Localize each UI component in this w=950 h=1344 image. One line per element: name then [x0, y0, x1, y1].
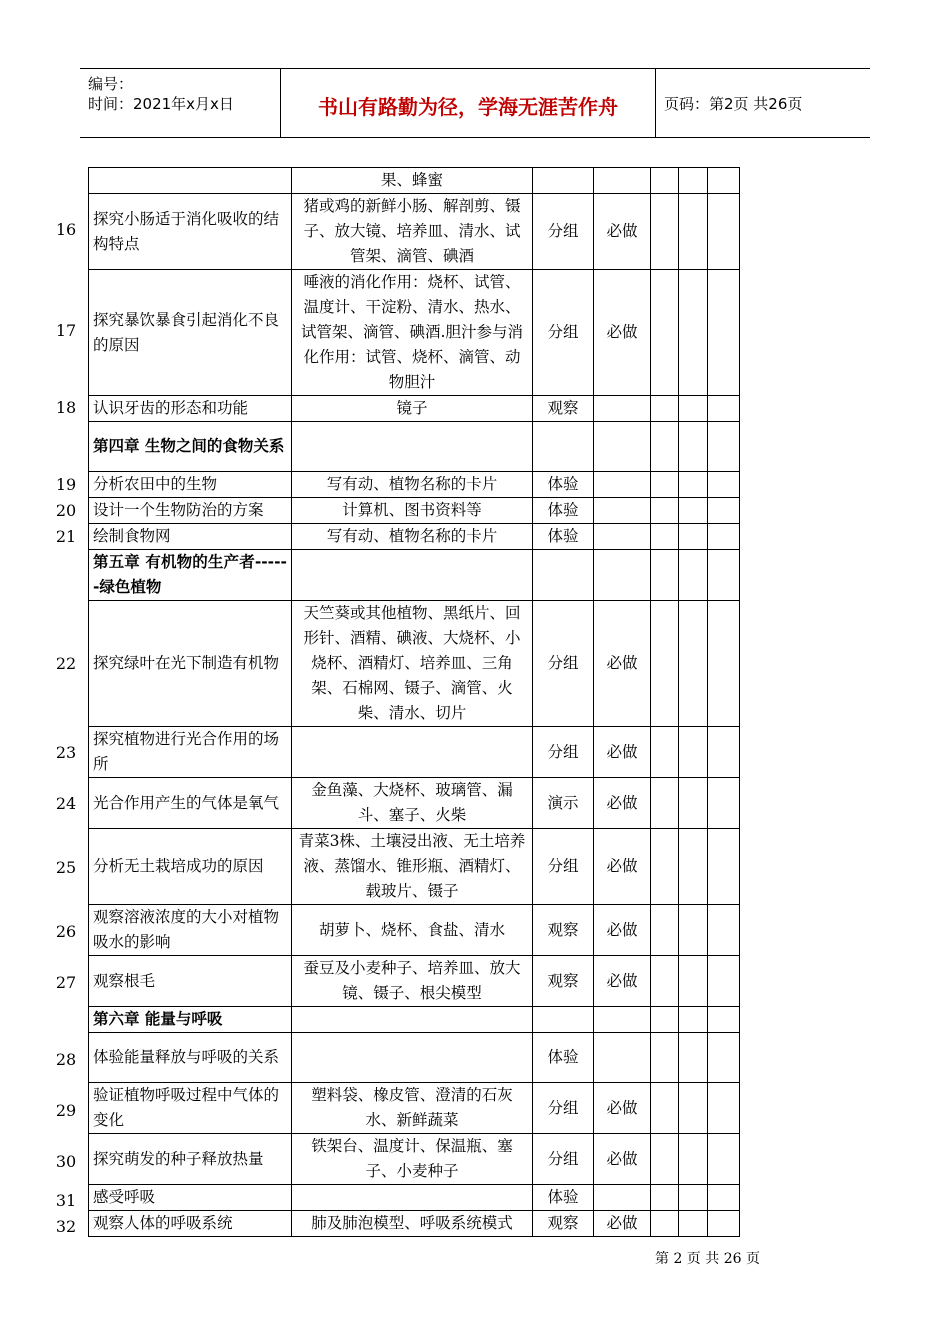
experiment-row: [89, 1185, 740, 1211]
requirement-cell: 必做: [594, 905, 651, 956]
blank-cell: [679, 498, 708, 524]
chapter-title-cell: 第六章 能量与呼吸: [89, 1007, 292, 1033]
page-header: [80, 68, 870, 138]
experiment-name-cell: 验证植物呼吸过程中气体的变化: [89, 1083, 292, 1134]
blank-cell: [708, 194, 740, 270]
experiment-type-cell: 分组: [533, 829, 594, 905]
blank-cell: [651, 1185, 679, 1211]
row-number: 32: [55, 1216, 77, 1236]
experiment-name-cell: 认识牙齿的形态和功能: [89, 396, 292, 422]
blank-cell: [679, 956, 708, 1007]
experiment-name-cell: 分析农田中的生物: [89, 472, 292, 498]
requirement-cell: 必做: [594, 829, 651, 905]
experiment-type-cell: 分组: [533, 270, 594, 396]
blank-cell: [651, 498, 679, 524]
experiment-type-cell: 观察: [533, 396, 594, 422]
materials-cell: 塑料袋、橡皮管、澄清的石灰水、新鲜蔬菜: [292, 1083, 533, 1134]
blank-cell: [708, 956, 740, 1007]
experiment-row: [89, 778, 740, 829]
experiment-type-cell: [533, 168, 594, 194]
experiment-type-cell: 分组: [533, 194, 594, 270]
requirement-cell: 必做: [594, 194, 651, 270]
requirement-cell: [594, 396, 651, 422]
requirement-cell: [594, 498, 651, 524]
materials-cell: 蚕豆及小麦种子、培养皿、放大镜、镊子、根尖模型: [292, 956, 533, 1007]
header-left-cell: [80, 69, 281, 137]
experiment-type-cell: 观察: [533, 1211, 594, 1237]
requirement-cell: [594, 550, 651, 601]
experiment-name-cell: 探究植物进行光合作用的场所: [89, 727, 292, 778]
requirement-cell: 必做: [594, 1211, 651, 1237]
blank-cell: [679, 396, 708, 422]
experiment-type-cell: 体验: [533, 498, 594, 524]
experiment-name-cell: 观察根毛: [89, 956, 292, 1007]
header-right-cell: [656, 69, 870, 137]
row-number: 20: [55, 500, 77, 520]
row-number: 21: [55, 526, 77, 546]
experiment-name-cell: 感受呼吸: [89, 1185, 292, 1211]
requirement-cell: [594, 472, 651, 498]
materials-cell: 写有动、植物名称的卡片: [292, 524, 533, 550]
experiment-name-cell: 设计一个生物防治的方案: [89, 498, 292, 524]
materials-cell: [292, 1185, 533, 1211]
blank-cell: [679, 168, 708, 194]
row-number: 27: [55, 973, 77, 992]
blank-cell: [651, 422, 679, 472]
blank-cell: [679, 422, 708, 472]
row-number: 22: [55, 654, 77, 673]
materials-cell: 青菜3株、土壤浸出液、无土培养液、蒸馏水、锥形瓶、酒精灯、载玻片、镊子: [292, 829, 533, 905]
materials-cell: [292, 550, 533, 601]
experiment-row: [89, 829, 740, 905]
blank-cell: [651, 1007, 679, 1033]
blank-cell: [651, 905, 679, 956]
blank-cell: [708, 422, 740, 472]
materials-cell: [292, 727, 533, 778]
requirement-cell: 必做: [594, 778, 651, 829]
row-number: 31: [55, 1190, 77, 1210]
row-number: 16: [55, 219, 77, 239]
requirement-cell: 必做: [594, 601, 651, 727]
header-center-cell: [281, 69, 656, 137]
requirement-cell: [594, 524, 651, 550]
blank-cell: [708, 550, 740, 601]
requirement-cell: 必做: [594, 1083, 651, 1134]
experiment-name-cell: 观察人体的呼吸系统: [89, 1211, 292, 1237]
experiment-row: [89, 1134, 740, 1185]
blank-cell: [708, 396, 740, 422]
chapter-row: [89, 1007, 740, 1033]
materials-cell: 果、蜂蜜: [292, 168, 533, 194]
requirement-cell: [594, 422, 651, 472]
chapter-title-cell: 第五章 有机物的生产者------绿色植物: [89, 550, 292, 601]
document-code-label: 编号：: [88, 75, 134, 93]
experiment-type-cell: 观察: [533, 905, 594, 956]
blank-cell: [708, 270, 740, 396]
experiment-row: [89, 601, 740, 727]
requirement-cell: [594, 1185, 651, 1211]
row-number: 26: [55, 922, 77, 941]
blank-cell: [708, 778, 740, 829]
experiment-name-cell: 绘制食物网: [89, 524, 292, 550]
blank-cell: [708, 829, 740, 905]
page-footer: 第 2 页 共 26 页: [655, 1251, 760, 1267]
materials-cell: 计算机、图书资料等: [292, 498, 533, 524]
row-number: 30: [55, 1152, 77, 1171]
experiment-type-cell: 体验: [533, 1033, 594, 1083]
blank-cell: [679, 778, 708, 829]
header-page-number: 页码：第2页 共26页: [664, 95, 803, 113]
experiment-name-cell: [89, 168, 292, 194]
row-number: 28: [55, 1050, 77, 1069]
materials-cell: 镜子: [292, 396, 533, 422]
experiment-type-cell: [533, 550, 594, 601]
experiment-type-cell: [533, 1007, 594, 1033]
blank-cell: [679, 1211, 708, 1237]
experiment-type-cell: 分组: [533, 727, 594, 778]
experiment-name-cell: 体验能量释放与呼吸的关系: [89, 1033, 292, 1083]
materials-cell: 金鱼藻、大烧杯、玻璃管、漏斗、塞子、火柴: [292, 778, 533, 829]
experiment-table: [88, 167, 740, 1237]
blank-cell: [708, 1007, 740, 1033]
experiment-row: [89, 472, 740, 498]
blank-cell: [651, 727, 679, 778]
experiment-row: [89, 498, 740, 524]
experiment-name-cell: 光合作用产生的气体是氧气: [89, 778, 292, 829]
blank-cell: [651, 1033, 679, 1083]
row-number: 17: [55, 321, 77, 340]
blank-cell: [651, 194, 679, 270]
blank-cell: [679, 1134, 708, 1185]
blank-cell: [679, 1185, 708, 1211]
blank-cell: [651, 472, 679, 498]
experiment-row: [89, 168, 740, 194]
blank-cell: [651, 270, 679, 396]
materials-cell: [292, 1033, 533, 1083]
blank-cell: [651, 1211, 679, 1237]
blank-cell: [708, 1134, 740, 1185]
blank-cell: [708, 601, 740, 727]
blank-cell: [679, 1007, 708, 1033]
experiment-row: [89, 396, 740, 422]
experiment-type-cell: 分组: [533, 601, 594, 727]
blank-cell: [679, 550, 708, 601]
blank-cell: [708, 1185, 740, 1211]
experiment-name-cell: 观察溶液浓度的大小对植物吸水的影响: [89, 905, 292, 956]
blank-cell: [651, 1083, 679, 1134]
chapter-title-cell: 第四章 生物之间的食物关系: [89, 422, 292, 472]
blank-cell: [679, 601, 708, 727]
blank-cell: [651, 550, 679, 601]
row-number: 25: [55, 858, 77, 877]
blank-cell: [679, 524, 708, 550]
experiment-row: [89, 905, 740, 956]
blank-cell: [651, 168, 679, 194]
row-number: 23: [55, 743, 77, 762]
blank-cell: [708, 905, 740, 956]
row-number: 24: [55, 794, 77, 813]
blank-cell: [651, 829, 679, 905]
requirement-cell: [594, 1033, 651, 1083]
experiment-row: [89, 194, 740, 270]
experiment-name-cell: 探究小肠适于消化吸收的结构特点: [89, 194, 292, 270]
blank-cell: [708, 524, 740, 550]
row-number: 19: [55, 474, 77, 494]
materials-cell: 铁架台、温度计、保温瓶、塞子、小麦种子: [292, 1134, 533, 1185]
experiment-row: [89, 1033, 740, 1083]
blank-cell: [679, 270, 708, 396]
blank-cell: [651, 524, 679, 550]
blank-cell: [651, 601, 679, 727]
experiment-name-cell: 探究萌发的种子释放热量: [89, 1134, 292, 1185]
blank-cell: [708, 1083, 740, 1134]
blank-cell: [708, 1211, 740, 1237]
blank-cell: [651, 778, 679, 829]
experiment-name-cell: 分析无土栽培成功的原因: [89, 829, 292, 905]
blank-cell: [679, 727, 708, 778]
document-time-label: 时间：2021年x月x日: [88, 95, 234, 113]
blank-cell: [651, 396, 679, 422]
experiment-name-cell: 探究绿叶在光下制造有机物: [89, 601, 292, 727]
experiment-type-cell: 演示: [533, 778, 594, 829]
blank-cell: [708, 498, 740, 524]
experiment-row: [89, 270, 740, 396]
blank-cell: [651, 956, 679, 1007]
chapter-row: [89, 422, 740, 472]
blank-cell: [708, 727, 740, 778]
chapter-row: [89, 550, 740, 601]
blank-cell: [679, 472, 708, 498]
experiment-row: [89, 524, 740, 550]
experiment-type-cell: 分组: [533, 1083, 594, 1134]
experiment-type-cell: 观察: [533, 956, 594, 1007]
row-number: 18: [55, 397, 77, 417]
row-number: 29: [55, 1101, 77, 1120]
experiment-row: [89, 1211, 740, 1237]
experiment-type-cell: 体验: [533, 1185, 594, 1211]
requirement-cell: 必做: [594, 727, 651, 778]
blank-cell: [708, 168, 740, 194]
experiment-type-cell: 体验: [533, 472, 594, 498]
materials-cell: 写有动、植物名称的卡片: [292, 472, 533, 498]
materials-cell: 肺及肺泡模型、呼吸系统模式: [292, 1211, 533, 1237]
blank-cell: [679, 905, 708, 956]
blank-cell: [679, 1033, 708, 1083]
blank-cell: [679, 194, 708, 270]
requirement-cell: 必做: [594, 1134, 651, 1185]
requirement-cell: [594, 168, 651, 194]
materials-cell: 天竺葵或其他植物、黑纸片、回形针、酒精、碘液、大烧杯、小烧杯、酒精灯、培养皿、三角架、石棉网、镊子、滴管、火柴、清水、切片: [292, 601, 533, 727]
blank-cell: [708, 1033, 740, 1083]
experiment-row: [89, 1083, 740, 1134]
experiment-name-cell: 探究暴饮暴食引起消化不良的原因: [89, 270, 292, 396]
experiment-type-cell: 分组: [533, 1134, 594, 1185]
blank-cell: [651, 1134, 679, 1185]
experiment-type-cell: [533, 422, 594, 472]
materials-cell: [292, 1007, 533, 1033]
experiment-row: [89, 956, 740, 1007]
materials-cell: 猪或鸡的新鲜小肠、解剖剪、镊子、放大镜、培养皿、清水、试管架、滴管、碘酒: [292, 194, 533, 270]
header-motto: 书山有路勤为径，学海无涯苦作舟: [318, 95, 618, 119]
experiment-type-cell: 体验: [533, 524, 594, 550]
requirement-cell: [594, 1007, 651, 1033]
blank-cell: [679, 1083, 708, 1134]
experiment-row: [89, 727, 740, 778]
materials-cell: [292, 422, 533, 472]
blank-cell: [679, 829, 708, 905]
requirement-cell: 必做: [594, 270, 651, 396]
blank-cell: [708, 472, 740, 498]
materials-cell: 唾液的消化作用：烧杯、试管、温度计、干淀粉、清水、热水、试管架、滴管、碘酒.胆汁参与消化作用：试管、烧杯、滴管、动物胆汁: [292, 270, 533, 396]
requirement-cell: 必做: [594, 956, 651, 1007]
materials-cell: 胡萝卜、烧杯、食盐、清水: [292, 905, 533, 956]
